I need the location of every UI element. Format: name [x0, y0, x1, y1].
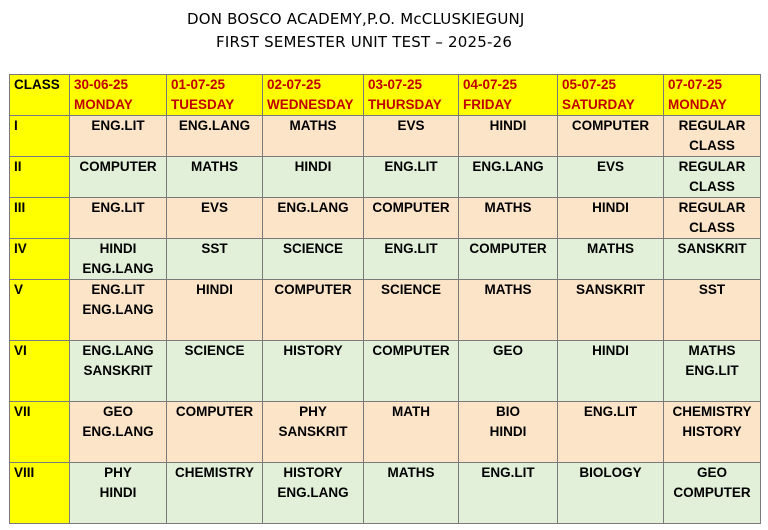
subject-name: SANSKRIT — [575, 282, 645, 297]
subject-cell — [167, 198, 263, 239]
subject-cell — [70, 198, 167, 239]
exam-day: TUESDAY — [171, 97, 235, 112]
subject-cell — [664, 239, 761, 280]
subject-cell — [70, 116, 167, 157]
subject-cell — [70, 239, 167, 280]
subject-cell — [364, 341, 459, 402]
subject-name: BIOLOGY — [579, 465, 642, 480]
subject-name: ENG.LIT — [583, 404, 638, 419]
subject-name: SCIENCE — [184, 343, 245, 358]
subject-cell — [167, 280, 263, 341]
subject-name: GEO — [102, 404, 133, 419]
subject-name: COMPUTER — [79, 159, 157, 174]
subject-name: HINDI — [489, 424, 527, 439]
subject-cell — [167, 402, 263, 463]
subject-name: SST — [698, 282, 726, 297]
exam-day: SATURDAY — [562, 97, 635, 112]
subject-name: REGULAR — [678, 159, 746, 174]
subject-name: CLASS — [689, 220, 735, 235]
subject-cell — [459, 157, 558, 198]
subject-name: ENG.LANG — [82, 343, 154, 358]
subject-name: HISTORY — [682, 424, 742, 439]
school-title: DON BOSCO ACADEMY,P.O. McCLUSKIEGUNJ — [187, 10, 525, 28]
subject-name: EVS — [596, 159, 624, 174]
exam-date: 05-07-25 — [562, 77, 617, 92]
class-header-cell: CLASS — [10, 75, 70, 116]
subject-cell — [558, 198, 664, 239]
table-row — [10, 280, 761, 341]
subject-name: ENG.LIT — [685, 363, 739, 378]
subject-name: ENG.LIT — [384, 159, 438, 174]
subject-cell — [558, 402, 664, 463]
subject-name: HINDI — [592, 343, 629, 358]
subject-name: HINDI — [294, 159, 332, 174]
subject-cell — [558, 116, 664, 157]
subject-name: ENG.LIT — [384, 241, 438, 256]
subject-name: COMPUTER — [673, 485, 751, 500]
subject-name: ENG.LANG — [82, 261, 154, 276]
subject-name: MATHS — [587, 241, 634, 256]
subject-name: SANSKRIT — [278, 424, 348, 439]
subject-cell — [558, 157, 664, 198]
subject-name: ENG.LANG — [472, 159, 544, 174]
subject-name: HINDI — [489, 118, 527, 133]
subject-cell — [70, 402, 167, 463]
class-label-cell: I — [10, 116, 70, 157]
subject-cell — [664, 341, 761, 402]
subject-name: GEO — [696, 465, 727, 480]
day-header-cell — [459, 75, 558, 116]
subject-name: GEO — [492, 343, 523, 358]
subject-cell — [459, 116, 558, 157]
exam-date: 04-07-25 — [463, 77, 518, 92]
subject-cell — [263, 157, 364, 198]
subject-cell — [167, 157, 263, 198]
subject-cell — [664, 280, 761, 341]
class-label-cell: III — [10, 198, 70, 239]
subject-cell — [558, 280, 664, 341]
exam-day: FRIDAY — [463, 97, 513, 112]
subject-cell — [364, 157, 459, 198]
subject-cell — [364, 116, 459, 157]
subject-cell — [364, 239, 459, 280]
table-row — [10, 341, 761, 402]
subject-cell — [664, 157, 761, 198]
subject-name: MATHS — [289, 118, 337, 133]
subject-cell — [664, 116, 761, 157]
subject-cell — [364, 402, 459, 463]
subject-cell — [459, 463, 558, 524]
subject-cell — [558, 341, 664, 402]
exam-day: THURSDAY — [368, 97, 442, 112]
class-label-cell: VI — [10, 341, 70, 402]
subject-name: REGULAR — [678, 118, 746, 133]
subject-name: MATHS — [191, 159, 238, 174]
subject-name: ENG.LANG — [277, 200, 349, 215]
subject-cell — [70, 280, 167, 341]
exam-day: MONDAY — [668, 97, 727, 112]
subject-cell — [558, 239, 664, 280]
exam-title: FIRST SEMESTER UNIT TEST – 2025-26 — [216, 33, 513, 51]
subject-name: ENG.LIT — [91, 200, 145, 215]
table-row — [10, 463, 761, 524]
table-row — [10, 239, 761, 280]
subject-name: COMPUTER — [274, 282, 352, 297]
class-label-cell: V — [10, 280, 70, 341]
subject-cell — [263, 280, 364, 341]
day-header-cell — [167, 75, 263, 116]
subject-name: SST — [201, 241, 228, 256]
subject-name: SCIENCE — [282, 241, 343, 256]
subject-cell — [459, 341, 558, 402]
subject-name: REGULAR — [678, 200, 746, 215]
day-header-cell — [263, 75, 364, 116]
subject-name: HISTORY — [283, 465, 343, 480]
subject-cell — [263, 116, 364, 157]
table-row — [10, 402, 761, 463]
subject-name: CHEMISTRY — [174, 465, 254, 480]
subject-name: PHY — [299, 404, 327, 419]
exam-date: 07-07-25 — [668, 77, 723, 92]
subject-cell — [459, 402, 558, 463]
subject-cell — [70, 341, 167, 402]
subject-name: COMPUTER — [372, 343, 450, 358]
subject-cell — [263, 239, 364, 280]
exam-date: 03-07-25 — [368, 77, 423, 92]
subject-name: ENG.LANG — [82, 302, 154, 317]
class-label-cell: II — [10, 157, 70, 198]
subject-name: HINDI — [196, 282, 233, 297]
subject-name: COMPUTER — [571, 118, 650, 133]
subject-name: SANSKRIT — [83, 363, 153, 378]
subject-cell — [664, 463, 761, 524]
subject-name: MATHS — [484, 200, 532, 215]
subject-name: HINDI — [592, 200, 629, 215]
subject-cell — [364, 198, 459, 239]
class-label-cell: IV — [10, 239, 70, 280]
subject-name: BIO — [495, 404, 520, 419]
subject-cell — [263, 402, 364, 463]
subject-cell — [70, 157, 167, 198]
subject-name: COMPUTER — [175, 404, 254, 419]
subject-cell — [364, 280, 459, 341]
exam-date: 02-07-25 — [267, 77, 322, 92]
subject-name: ENG.LIT — [91, 282, 145, 297]
subject-name: MATHS — [484, 282, 532, 297]
subject-name: EVS — [200, 200, 228, 215]
subject-cell — [263, 198, 364, 239]
subject-cell — [459, 198, 558, 239]
table-row — [10, 198, 761, 239]
day-header-cell — [664, 75, 761, 116]
subject-name: ENG.LIT — [481, 465, 535, 480]
subject-cell — [167, 341, 263, 402]
table-row — [10, 116, 761, 157]
subject-name: CLASS — [689, 179, 735, 194]
class-label-cell: VII — [10, 402, 70, 463]
subject-name: SANSKRIT — [677, 241, 747, 256]
subject-name: HINDI — [99, 241, 137, 256]
subject-name: MATHS — [387, 465, 435, 480]
subject-cell — [167, 239, 263, 280]
subject-cell — [167, 463, 263, 524]
subject-name: COMPUTER — [372, 200, 450, 215]
subject-name: SCIENCE — [380, 282, 441, 297]
subject-cell — [459, 239, 558, 280]
subject-name: MATH — [392, 404, 430, 419]
subject-cell — [364, 463, 459, 524]
subject-name: EVS — [397, 118, 425, 133]
exam-day: WEDNESDAY — [267, 97, 354, 112]
subject-cell — [558, 463, 664, 524]
subject-cell — [664, 402, 761, 463]
exam-timetable — [9, 74, 761, 524]
subject-name: ENG.LANG — [277, 485, 349, 500]
subject-cell — [70, 463, 167, 524]
header-row — [10, 75, 761, 116]
subject-name: MATHS — [688, 343, 736, 358]
subject-name: ENG.LANG — [82, 424, 154, 439]
subject-cell — [459, 280, 558, 341]
day-header-cell — [70, 75, 167, 116]
subject-name: PHY — [104, 465, 132, 480]
subject-cell — [664, 198, 761, 239]
day-header-cell — [558, 75, 664, 116]
subject-cell — [263, 463, 364, 524]
subject-name: CLASS — [689, 138, 735, 153]
exam-day: MONDAY — [74, 97, 133, 112]
day-header-cell — [364, 75, 459, 116]
subject-name: ENG.LIT — [91, 118, 145, 133]
subject-name: ENG.LANG — [178, 118, 251, 133]
exam-date: 01-07-25 — [171, 77, 226, 92]
subject-cell — [167, 116, 263, 157]
subject-name: HISTORY — [283, 343, 343, 358]
subject-cell — [263, 341, 364, 402]
subject-name: CHEMISTRY — [672, 404, 752, 419]
subject-name: COMPUTER — [469, 241, 547, 256]
class-label-cell: VIII — [10, 463, 70, 524]
exam-date: 30-06-25 — [74, 77, 129, 92]
table-row — [10, 157, 761, 198]
subject-name: HINDI — [99, 485, 137, 500]
